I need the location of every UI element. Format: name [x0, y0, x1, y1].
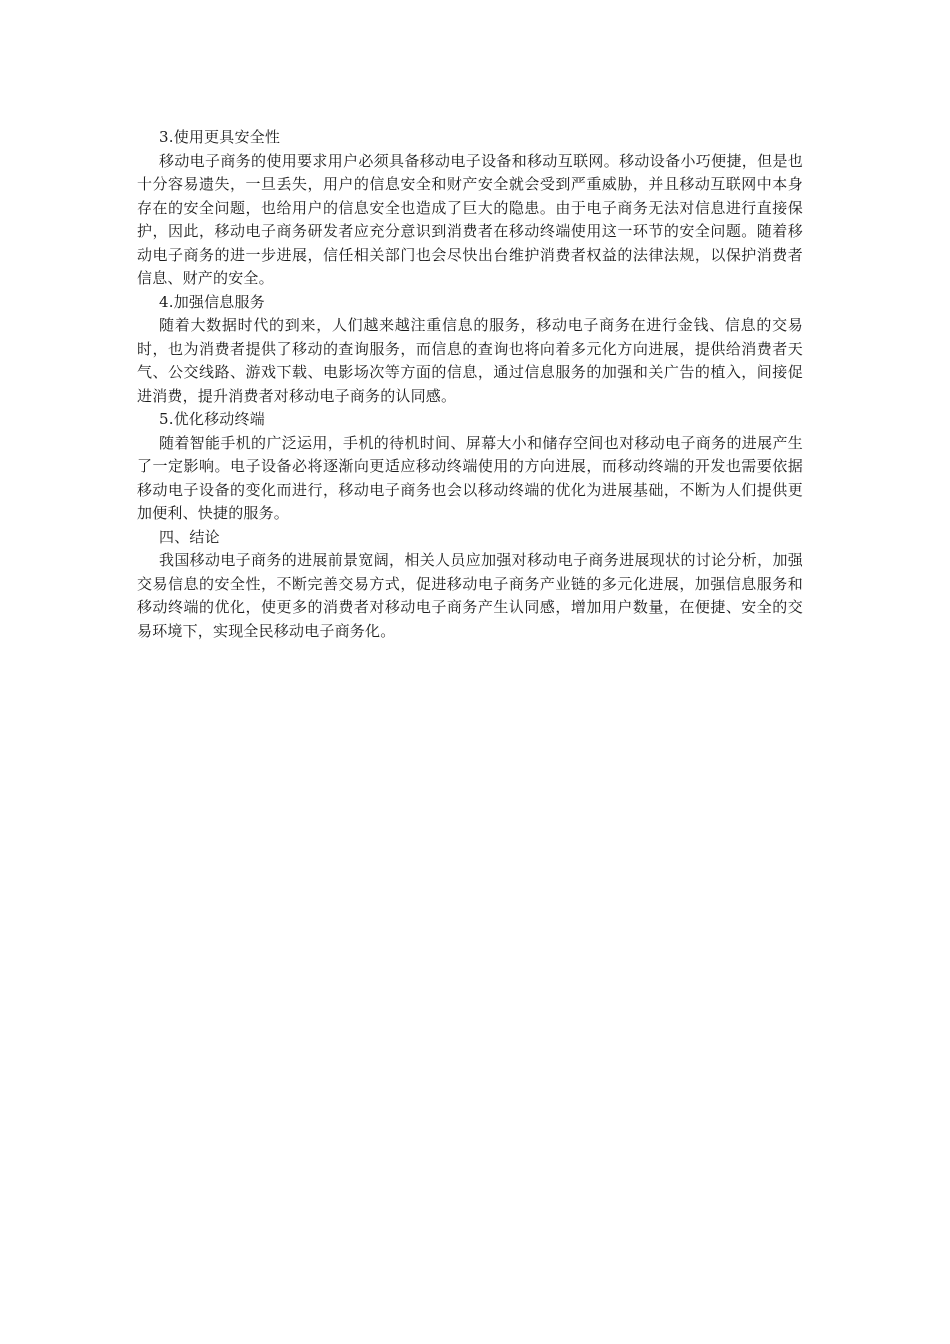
section-heading-mobile-terminal: 5.优化移动终端 [159, 410, 265, 428]
section-paragraph-info-service: 随着大数据时代的到来，人们越来越注重信息的服务，移动电子商务在进行金钱、信息的交易时，也为消费者提供了移动的查询服务，而信息的查询也将向着多元化方向进展，提供给消费者天气、公交线路、游戏下载、电影场次等方面的信息，通过信息服务的加强和关广告的植入，间接促进消费，提升消费者对移动电子商务的认同感。 [137, 316, 803, 405]
section-paragraph-mobile-terminal: 随着智能手机的广泛运用，手机的待机时间、屏幕大小和储存空间也对移动电子商务的进展产生了一定影响。电子设备必将逐渐向更适应移动终端使用的方向进展，而移动终端的开发也需要依据移动电子设备的变化而进行，移动电子商务也会以移动终端的优化为进展基础，不断为人们提供更加便利、快捷的服务。 [137, 433, 803, 522]
document-body [137, 126, 803, 643]
section-heading-conclusion: 四、结论 [159, 527, 220, 546]
section-heading-security: 3.使用更具安全性 [159, 128, 281, 146]
section-paragraph-security: 移动电子商务的使用要求用户必须具备移动电子设备和移动互联网。移动设备小巧便捷，但是也十分容易遗失，一旦丢失，用户的信息安全和财产安全就会受到严重威胁，并且移动互联网中本身存在的安全问题，也给用户的信息安全也造成了巨大的隐患。由于电子商务无法对信息进行直接保护，因此，移动电子商务研发者应充分意识到消费者在移动终端使用这一环节的安全问题。随着移动电子商务的进一步进展，信任相关部门也会尽快出台维护消费者权益的法律法规，以保护消费者信息、财产的安全。 [137, 151, 803, 287]
section-heading-info-service: 4.加强信息服务 [159, 292, 265, 311]
section-paragraph-conclusion: 我国移动电子商务的进展前景宽阔，相关人员应加强对移动电子商务进展现状的讨论分析，加强交易信息的安全性，不断完善交易方式，促进移动电子商务产业链的多元化进展，加强信息服务和移动终端的优化，使更多的消费者对移动电子商务产生认同感，增加用户数量，在便捷、安全的交易环境下，实现全民移动电子商务化。 [137, 551, 803, 640]
